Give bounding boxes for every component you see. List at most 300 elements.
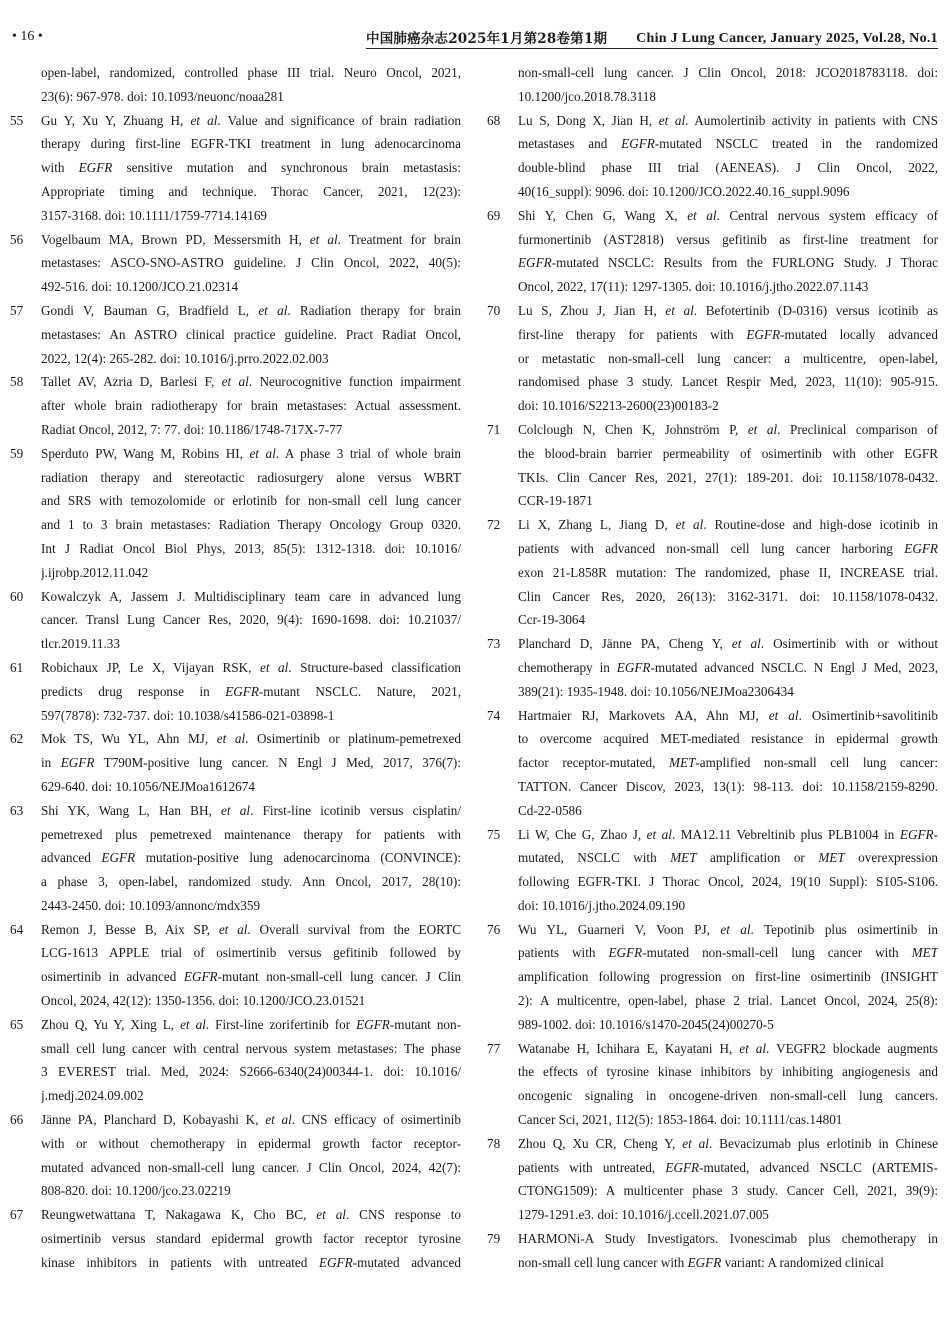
text-segment: -mutated NSCLC: Results from the FURLONG Study. J Thorac — [551, 255, 938, 271]
reference-item — [487, 704, 938, 823]
text-segment: . First-line zorifertinib for — [205, 1016, 357, 1032]
text-segment: with — [41, 160, 79, 176]
text-segment: -amplified non-small cell lung cancer: — [695, 755, 938, 771]
reference-line — [41, 323, 461, 347]
text-segment: -mutant NSCLC. Nature, 2021, — [258, 683, 461, 699]
text-segment: following EGFR-TKI. J Thorac Oncol, 2024, 19(10 Suppl): S105-S106. — [518, 874, 938, 890]
reference-line — [518, 132, 938, 156]
text-segment: therapy during first-line EGFR-TKI treatment in lung adenocarcinoma — [41, 136, 461, 152]
reference-line — [41, 1203, 461, 1227]
text-segment: . Preclinical comparison of — [777, 421, 938, 437]
text-segment: . Overall survival from the EORTC — [247, 921, 461, 937]
reference-line — [41, 61, 461, 85]
text-segment: Robichaux JP, Le X, Vijayan RSK, — [41, 659, 260, 675]
reference-number: 61 — [10, 659, 24, 675]
text-segment: . A phase 3 trial of whole brain — [275, 445, 461, 461]
italic-text: et al — [249, 445, 276, 461]
text-segment: Gondi V, Bauman G, Bradfield L, — [41, 302, 259, 318]
reference-line — [518, 537, 938, 561]
reference-line — [41, 656, 461, 680]
text-segment: . CNS efficacy of osimertinib — [291, 1112, 461, 1128]
reference-line — [518, 442, 938, 466]
reference-line — [518, 775, 938, 799]
text-segment: amplification following progression on first-line osimertinib (INSIGHT — [518, 969, 938, 985]
reference-line — [518, 1108, 938, 1132]
text-segment: -mutant non-small-cell lung cancer. J Clin — [217, 969, 461, 985]
italic-text: EGFR — [356, 1016, 390, 1032]
reference-number: 77 — [487, 1040, 501, 1056]
text-segment: Shi Y, Chen G, Wang X, — [518, 207, 688, 223]
reference-line — [518, 846, 938, 870]
reference-line — [41, 228, 461, 252]
text-segment: the blood-brain barrier permeability of osimertinib with other EGFR — [518, 445, 938, 461]
text-segment: oncogenic signaling in oncogene-driven non-small-cell lung cancers. — [518, 1088, 938, 1104]
reference-line — [518, 1203, 938, 1227]
text-segment: Reungwetwattana T, Nakagawa K, Cho BC, — [41, 1207, 317, 1223]
reference-item — [10, 1108, 461, 1203]
italic-text: EGFR — [78, 160, 113, 176]
reference-line — [41, 513, 461, 537]
reference-line — [41, 561, 461, 585]
reference-line — [41, 1084, 461, 1108]
reference-number: 74 — [487, 707, 501, 723]
reference-continuation — [10, 61, 461, 109]
reference-line — [518, 870, 938, 894]
text-segment: amplification or — [696, 850, 819, 866]
text-segment: Planchard D, Jänne PA, Cheng Y, — [518, 636, 732, 652]
reference-line — [518, 727, 938, 751]
reference-item — [10, 918, 461, 1013]
reference-item — [487, 1227, 938, 1275]
text-segment: 389(21): 1935-1948. doi: 10.1056/NEJMoa2306434 — [518, 683, 794, 699]
text-segment: T790M-positive lung cancer. N Engl J Med, 2017, 376(7): — [94, 755, 461, 771]
reference-line — [518, 466, 938, 490]
reference-item — [487, 823, 938, 918]
reference-line — [518, 418, 938, 442]
reference-number: 72 — [487, 517, 501, 533]
italic-text: EGFR — [899, 826, 934, 842]
text-segment: in — [41, 755, 61, 771]
reference-line — [41, 466, 461, 490]
text-segment: 3157-3168. doi: 10.1111/1759-7714.14169 — [41, 207, 268, 223]
reference-line — [518, 1084, 938, 1108]
text-segment: open-label, randomized, controlled phase III trial. Neuro Oncol, 2021, — [41, 65, 461, 80]
reference-line — [518, 918, 938, 942]
reference-line — [518, 1251, 938, 1275]
journal-title-chinese: 中国肺癌杂志2025年1月第28卷第1期 — [366, 31, 608, 47]
reference-line — [41, 1037, 461, 1061]
reference-line — [41, 370, 461, 394]
text-segment: variant: A randomized clinical — [721, 1254, 884, 1270]
text-segment: osimertinib in advanced — [41, 969, 184, 985]
text-segment: . Structure-based classification — [288, 659, 461, 675]
reference-line — [41, 1156, 461, 1180]
italic-text: et al — [221, 802, 251, 818]
text-segment: radiation therapy and stereotactic radiosurgery alone versus WBRT — [41, 469, 461, 485]
text-segment: Tallet AV, Azria D, Barlesi F, — [41, 374, 222, 390]
text-segment: metastases and — [518, 136, 622, 152]
text-segment: LCG-1613 APPLE trial of osimertinib versus gefitinib followed by — [41, 945, 461, 961]
text-segment: Vogelbaum MA, Brown PD, Messersmith H, — [41, 231, 310, 247]
italic-text: et al — [739, 1040, 767, 1056]
reference-line — [518, 513, 938, 537]
reference-line — [518, 799, 938, 823]
italic-text: EGFR — [608, 945, 643, 961]
reference-line — [41, 251, 461, 275]
text-segment: a phase 3, open-label, randomized study. Ann Oncol, 2017, 28(10): — [41, 874, 461, 890]
reference-line — [518, 632, 938, 656]
reference-number: 68 — [487, 112, 501, 128]
reference-line — [41, 180, 461, 204]
reference-item — [487, 513, 938, 632]
text-segment: patients with — [518, 945, 609, 961]
text-segment: sensitive mutation and synchronous brain metastasis: — [112, 160, 461, 176]
italic-text: et al — [687, 207, 717, 223]
text-segment: 492-516. doi: 10.1200/JCO.21.02314 — [41, 279, 239, 295]
italic-text: et al — [260, 659, 289, 675]
text-segment: double-blind phase III trial (AENEAS). J Clin Oncol, 2022, — [518, 160, 938, 176]
text-segment: j.medj.2024.09.002 — [41, 1088, 144, 1104]
text-segment: TKIs. Clin Cancer Res, 2021, 27(1): 189-201. doi: 10.1158/1078-0432. — [518, 469, 938, 485]
reference-item — [487, 299, 938, 418]
reference-item — [487, 109, 938, 204]
reference-line — [518, 1132, 938, 1156]
reference-item — [487, 1132, 938, 1227]
italic-text: et al — [768, 707, 799, 723]
reference-line — [41, 823, 461, 847]
text-segment: -mutated NSCLC treated in the randomized — [654, 136, 938, 152]
text-segment: tlcr.2019.11.33 — [41, 636, 120, 652]
reference-line — [41, 489, 461, 513]
italic-text: et al — [675, 517, 704, 533]
italic-text: EGFR — [318, 1254, 353, 1270]
text-segment: . Tepotinib plus osimertinib in — [750, 921, 938, 937]
text-segment: . Neurocognitive function impairment — [248, 374, 461, 390]
text-segment: pemetrexed plus pemetrexed maintenance therapy for patients with — [41, 826, 461, 842]
reference-line — [41, 275, 461, 299]
italic-text: et al — [258, 302, 288, 318]
italic-text: et al — [221, 374, 249, 390]
reference-line — [41, 418, 461, 442]
reference-line — [518, 370, 938, 394]
text-segment: . Routine-dose and high-dose icotinib in — [703, 517, 938, 533]
text-segment: . Osimertinib with or without — [760, 636, 938, 652]
reference-line — [518, 941, 938, 965]
text-segment: . VEGFR2 blockade augments — [766, 1040, 938, 1056]
reference-number: 69 — [487, 207, 501, 223]
text-segment: Oncol, 2022, 17(11): 1297-1305. doi: 10.1016/j.jtho.2022.07.1143 — [518, 279, 869, 295]
text-segment: cancer. Transl Lung Cancer Res, 2020, 9(4): 1690-1698. doi: 10.21037/ — [41, 612, 461, 628]
reference-line — [518, 1037, 938, 1061]
reference-line — [41, 1179, 461, 1203]
text-segment: . Aumolertinib activity in patients with CNS — [685, 112, 938, 128]
italic-text: EGFR — [687, 1254, 722, 1270]
reference-column-right — [487, 61, 938, 1275]
reference-number: 55 — [10, 112, 24, 128]
text-segment: Wu YL, Guarneri V, Voon PJ, — [518, 921, 721, 937]
reference-line — [41, 1132, 461, 1156]
text-segment: -mutant non- — [389, 1016, 461, 1032]
text-segment: patients with untreated, — [518, 1159, 666, 1175]
text-segment: . CNS response to — [345, 1207, 461, 1223]
reference-line — [41, 204, 461, 228]
reference-number: 64 — [10, 921, 24, 937]
text-segment: CCR-19-1871 — [518, 493, 593, 509]
reference-line — [41, 918, 461, 942]
text-segment: TATTON. Cancer Discov, 2023, 13(1): 98-113. doi: 10.1158/2159-8290. — [518, 778, 938, 794]
italic-text: et al — [216, 731, 246, 747]
text-segment: first-line therapy for patients with — [518, 326, 747, 342]
reference-line — [41, 632, 461, 656]
text-segment: 629-640. doi: 10.1056/NEJMoa1612674 — [41, 778, 255, 794]
reference-line — [518, 1060, 938, 1084]
reference-line — [41, 727, 461, 751]
text-segment: Kowalczyk A, Jassem J. Multidisciplinary team care in advanced lung — [41, 588, 461, 604]
reference-line — [518, 608, 938, 632]
text-segment: mutated advanced non-small-cell lung cancer. J Clin Oncol, 2024, 42(7): — [41, 1159, 461, 1175]
text-segment: factor receptor-mutated, — [518, 755, 670, 771]
reference-line — [41, 299, 461, 323]
text-segment: doi: 10.1016/S2213-2600(23)00183-2 — [518, 398, 719, 414]
italic-text: et al — [218, 921, 248, 937]
text-segment: doi: 10.1016/j.jtho.2024.09.190 — [518, 897, 686, 913]
reference-line — [518, 823, 938, 847]
text-segment: Lu S, Dong X, Jian H, — [518, 112, 659, 128]
reference-line — [41, 132, 461, 156]
reference-line — [518, 704, 938, 728]
reference-line — [41, 751, 461, 775]
text-segment: Hartmaier RJ, Markovets AA, Ahn MJ, — [518, 707, 769, 723]
text-segment: mutated, NSCLC with — [518, 850, 671, 866]
text-segment: CTONG1509): A multicenter phase 3 study. Cancer Cell, 2021, 39(9): — [518, 1183, 938, 1199]
italic-text: et al — [665, 302, 694, 318]
text-segment: the effects of tyrosine kinase inhibitors by inhibiting angiogenesis and — [518, 1064, 938, 1080]
reference-number: 75 — [487, 826, 501, 842]
italic-text: MET — [911, 945, 938, 961]
text-segment: predicts drug response in — [41, 683, 226, 699]
reference-line — [518, 275, 938, 299]
reference-line — [518, 85, 938, 109]
reference-line — [41, 1251, 461, 1275]
italic-text: et al — [309, 231, 338, 247]
text-segment: overexpression — [844, 850, 938, 866]
reference-line — [518, 323, 938, 347]
reference-line — [41, 680, 461, 704]
text-segment: . MA12.11 Vebreltinib plus PLB1004 in — [671, 826, 900, 842]
reference-line — [518, 1013, 938, 1037]
text-segment: furmonertinib (AST2818) versus gefitinib as first-line treatment for — [518, 231, 938, 247]
reference-line — [41, 1013, 461, 1037]
text-segment: mutation-positive lung adenocarcinoma (CONVINCE): — [135, 850, 461, 866]
text-segment: . Osimertinib or platinum-pemetrexed — [245, 731, 461, 747]
reference-number: 62 — [10, 731, 24, 747]
reference-line — [518, 1227, 938, 1251]
reference-line — [518, 251, 938, 275]
text-segment: Appropriate timing and technique. Thorac Cancer, 2021, 12(23): — [41, 183, 461, 199]
reference-line — [518, 61, 938, 85]
text-segment: -mutated advanced — [352, 1254, 461, 1270]
reference-number: 65 — [10, 1016, 24, 1032]
reference-column-left — [10, 61, 461, 1275]
italic-text: et al — [747, 421, 778, 437]
italic-text: EGFR — [183, 969, 218, 985]
text-segment: Zhou Q, Xu CR, Cheng Y, — [518, 1135, 683, 1151]
italic-text: EGFR — [518, 255, 552, 271]
reference-line — [41, 442, 461, 466]
reference-item — [10, 299, 461, 370]
text-segment: and SRS with temozolomide or erlotinib for non-small cell lung cancer — [41, 493, 461, 509]
text-segment: 2443-2450. doi: 10.1093/annonc/mdx359 — [41, 897, 261, 913]
reference-line — [518, 204, 938, 228]
reference-line — [518, 109, 938, 133]
reference-line — [518, 299, 938, 323]
reference-line — [518, 989, 938, 1013]
italic-text: et al — [731, 636, 761, 652]
reference-line — [518, 489, 938, 513]
text-segment: exon 21-L858R mutation: The randomized, phase II, INCREASE trial. — [518, 564, 938, 580]
text-segment: metastases: ASCO-SNO-ASTRO guideline. J Clin Oncol, 2022, 40(5): — [41, 255, 461, 271]
reference-line — [518, 894, 938, 918]
text-segment: and 1 to 3 brain metastases: Radiation Therapy Oncology Group 0320. — [41, 517, 461, 533]
text-segment: to overcome acquired MET-mediated resistance in epidermal growth — [518, 731, 938, 747]
italic-text: EGFR — [746, 326, 781, 342]
reference-line — [518, 1156, 938, 1180]
reference-continuation — [487, 61, 938, 109]
reference-item — [487, 632, 938, 703]
text-segment: j.ijrobp.2012.11.042 — [41, 564, 149, 580]
italic-text: et al — [646, 826, 672, 842]
text-segment: non-small-cell lung cancer. J Clin Oncol, 2018: JCO2018783118. doi: — [518, 65, 938, 80]
reference-line — [41, 537, 461, 561]
reference-line — [41, 989, 461, 1013]
italic-text: EGFR — [665, 1159, 700, 1175]
reference-line — [41, 870, 461, 894]
reference-item — [10, 656, 461, 727]
text-segment: Int J Radiat Oncol Biol Phys, 2013, 85(5): 1312-1318. doi: 10.1016/ — [41, 540, 461, 556]
reference-line — [41, 109, 461, 133]
italic-text: et al — [658, 112, 686, 128]
text-segment: 3 EVEREST trial. Med, 2024: S2666-6340(24)00344-1. doi: 10.1016/ — [41, 1064, 461, 1080]
reference-line — [41, 156, 461, 180]
reference-line — [41, 585, 461, 609]
text-segment: Shi YK, Wang L, Han BH, — [41, 802, 222, 818]
italic-text: et al — [316, 1207, 346, 1223]
italic-text: MET — [669, 755, 696, 771]
italic-text: et al — [682, 1135, 709, 1151]
text-segment: Gu Y, Xu Y, Zhuang H, — [41, 112, 191, 128]
text-segment: 2): A multicentre, open-label, phase 2 trial. Lancet Oncol, 2024, 25(8): — [518, 993, 938, 1009]
reference-line — [41, 846, 461, 870]
text-segment: Remon J, Besse B, Aix SP, — [41, 921, 219, 937]
reference-line — [41, 1108, 461, 1132]
text-segment: chemotherapy in — [518, 659, 617, 675]
text-segment: Cancer Sci, 2021, 112(5): 1853-1864. doi: 10.1111/cas.14801 — [518, 1112, 843, 1128]
reference-line — [518, 180, 938, 204]
text-segment: with or without chemotherapy in epidermal growth factor receptor- — [41, 1135, 461, 1151]
reference-item — [10, 1203, 461, 1274]
italic-text: EGFR — [101, 850, 136, 866]
reference-line — [41, 1060, 461, 1084]
reference-line — [518, 561, 938, 585]
reference-item — [10, 442, 461, 585]
reference-number: 57 — [10, 302, 24, 318]
reference-line — [41, 965, 461, 989]
page-number: • 16 • — [12, 29, 43, 44]
text-segment: . Value and significance of brain radiation — [217, 112, 461, 128]
text-segment: . Bevacizumab plus erlotinib in Chinese — [708, 1135, 938, 1151]
reference-line — [518, 228, 938, 252]
text-segment: advanced — [41, 850, 102, 866]
reference-line — [41, 608, 461, 632]
reference-line — [518, 585, 938, 609]
text-segment: . Radiation therapy for brain — [287, 302, 461, 318]
text-segment: 597(7878): 732-737. doi: 10.1038/s41586-021-03898-1 — [41, 707, 335, 723]
text-segment: 989-1002. doi: 10.1016/s1470-2045(24)00270-5 — [518, 1016, 774, 1032]
reference-number: 66 — [10, 1112, 24, 1128]
text-segment: or metastatic non-small-cell lung cancer: a multicentre, open-label, — [518, 350, 938, 366]
text-segment: Zhou Q, Yu Y, Xing L, — [41, 1016, 181, 1032]
text-segment: 1279-1291.e3. doi: 10.1016/j.ccell.2021.07.005 — [518, 1207, 769, 1223]
reference-line — [41, 394, 461, 418]
italic-text: EGFR — [621, 136, 655, 152]
text-segment: Jänne PA, Planchard D, Kobayashi K, — [41, 1112, 266, 1128]
italic-text: EGFR — [225, 683, 259, 699]
reference-line — [41, 799, 461, 823]
journal-title-english: Chin J Lung Cancer, January 2025, Vol.28, No.1 — [636, 31, 938, 46]
reference-number: 76 — [487, 921, 501, 937]
reference-line — [518, 156, 938, 180]
reference-item — [487, 918, 938, 1037]
text-segment: Oncol, 2024, 42(12): 1350-1356. doi: 10.1200/JCO.23.01521 — [41, 993, 366, 1009]
italic-text: EGFR — [616, 659, 651, 675]
italic-text: et al — [180, 1016, 206, 1032]
italic-text: et al — [190, 112, 218, 128]
text-segment: 23(6): 967-978. doi: 10.1093/neuonc/noaa281 — [41, 88, 284, 104]
text-segment: - — [933, 826, 938, 842]
text-segment: . First-line icotinib versus cisplatin/ — [250, 802, 461, 818]
reference-item — [10, 1013, 461, 1108]
reference-number: 59 — [10, 445, 24, 461]
reference-number: 60 — [10, 588, 24, 604]
reference-item — [487, 1037, 938, 1132]
reference-item — [10, 585, 461, 656]
reference-line — [518, 394, 938, 418]
reference-item — [487, 418, 938, 513]
reference-line — [41, 1227, 461, 1251]
text-segment: 40(16_suppl): 9096. doi: 10.1200/JCO.2022.40.16_suppl.9096 — [518, 183, 850, 199]
reference-line — [518, 1179, 938, 1203]
text-segment: osimertinib versus standard epidermal growth factor receptor tyrosine — [41, 1231, 461, 1247]
reference-line — [518, 656, 938, 680]
text-segment: kinase inhibitors in patients with untreated — [41, 1254, 319, 1270]
running-header — [366, 28, 938, 49]
text-segment: Colclough N, Chen K, Johnström P, — [518, 421, 748, 437]
text-segment: -mutated locally advanced — [780, 326, 938, 342]
reference-number: 73 — [487, 636, 501, 652]
italic-text: et al — [720, 921, 751, 937]
text-segment: -mutated advanced NSCLC. N Engl J Med, 2023, — [650, 659, 938, 675]
text-segment: Radiat Oncol, 2012, 7: 77. doi: 10.1186/1748-717X-7-77 — [41, 421, 343, 437]
text-segment: Lu S, Zhou J, Jian H, — [518, 302, 666, 318]
text-segment: . Treatment for brain — [337, 231, 461, 247]
text-segment: . Central nervous system efficacy of — [716, 207, 938, 223]
text-segment: after whole brain radiotherapy for brain metastases: Actual assessment. — [41, 398, 461, 414]
text-segment: . Osimertinib+savolitinib — [798, 707, 938, 723]
text-segment: 10.1200/jco.2018.78.3118 — [518, 88, 656, 104]
text-segment: non-small cell lung cancer with — [518, 1254, 688, 1270]
text-segment: Cd-22-0586 — [518, 802, 582, 818]
reference-number: 79 — [487, 1231, 501, 1247]
